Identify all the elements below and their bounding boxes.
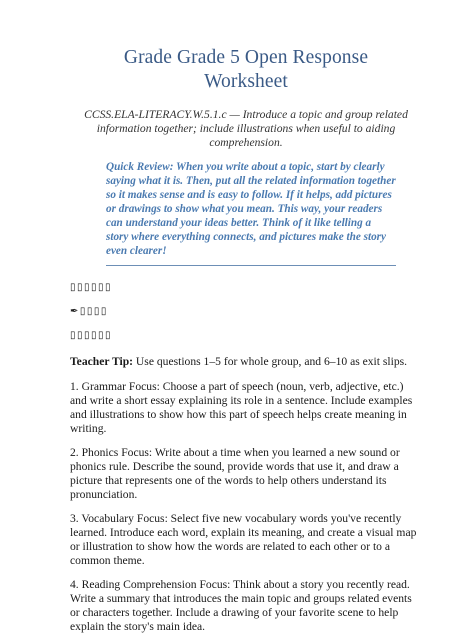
standard-description: CCSS.ELA-LITERACY.W.5.1.c — Introduce a topic and group related information together; include illustrations when useful to aiding comprehension. <box>84 108 408 149</box>
question-1: 1. Grammar Focus: Choose a part of speech (noun, verb, adjective, etc.) and write a short essay explaining its role in a sentence. Include examples and illustrations to show how this part of speech helps create meaning in writing. <box>70 380 413 435</box>
teacher-tip <box>70 355 422 369</box>
placeholder-glyph-line-2: ✒▯▯▯▯ <box>70 306 108 317</box>
placeholder-glyph-line-3: ▯▯▯▯▯▯ <box>70 330 113 341</box>
title-line-2: Worksheet <box>204 71 288 92</box>
question-2: 2. Phonics Focus: Write about a time when you learned a new sound or phonics rule. Describe the sound, provide words that use it, and draw a picture that represents one of the words to help others understand its pronunciation. <box>70 446 400 501</box>
teacher-tip-text: Use questions 1–5 for whole group, and 6–10 as exit slips. <box>133 355 408 368</box>
teacher-tip-label: Teacher Tip: <box>70 355 134 368</box>
title-line-1: Grade Grade 5 Open Response <box>123 47 369 68</box>
worksheet-title <box>70 46 422 94</box>
placeholder-glyph-line-1: ▯▯▯▯▯▯ <box>70 282 113 293</box>
question-3: 3. Vocabulary Focus: Select five new vocabulary words you've recently learned. Introduce each word, explain its meaning, and create a visual map or illustration to show how the words are related to each other or to a common theme. <box>70 512 417 567</box>
question-4: 4. Reading Comprehension Focus: Think about a story you recently read. Write a summary that introduces the main topic and groups related events or characters together. Include a drawing of your favorite scene to help explain the story's main idea. <box>70 578 412 633</box>
quick-review-box: Quick Review: When you write about a topic, start by clearly saying what it is. Then, put all the related information together so it makes sense and is easy to follow. If it helps, add pictures or drawings to show what you mean. This way, your readers can understand your ideas better. Think of it like telling a story where everything connects, and pictures make the story even clearer! <box>106 160 396 266</box>
